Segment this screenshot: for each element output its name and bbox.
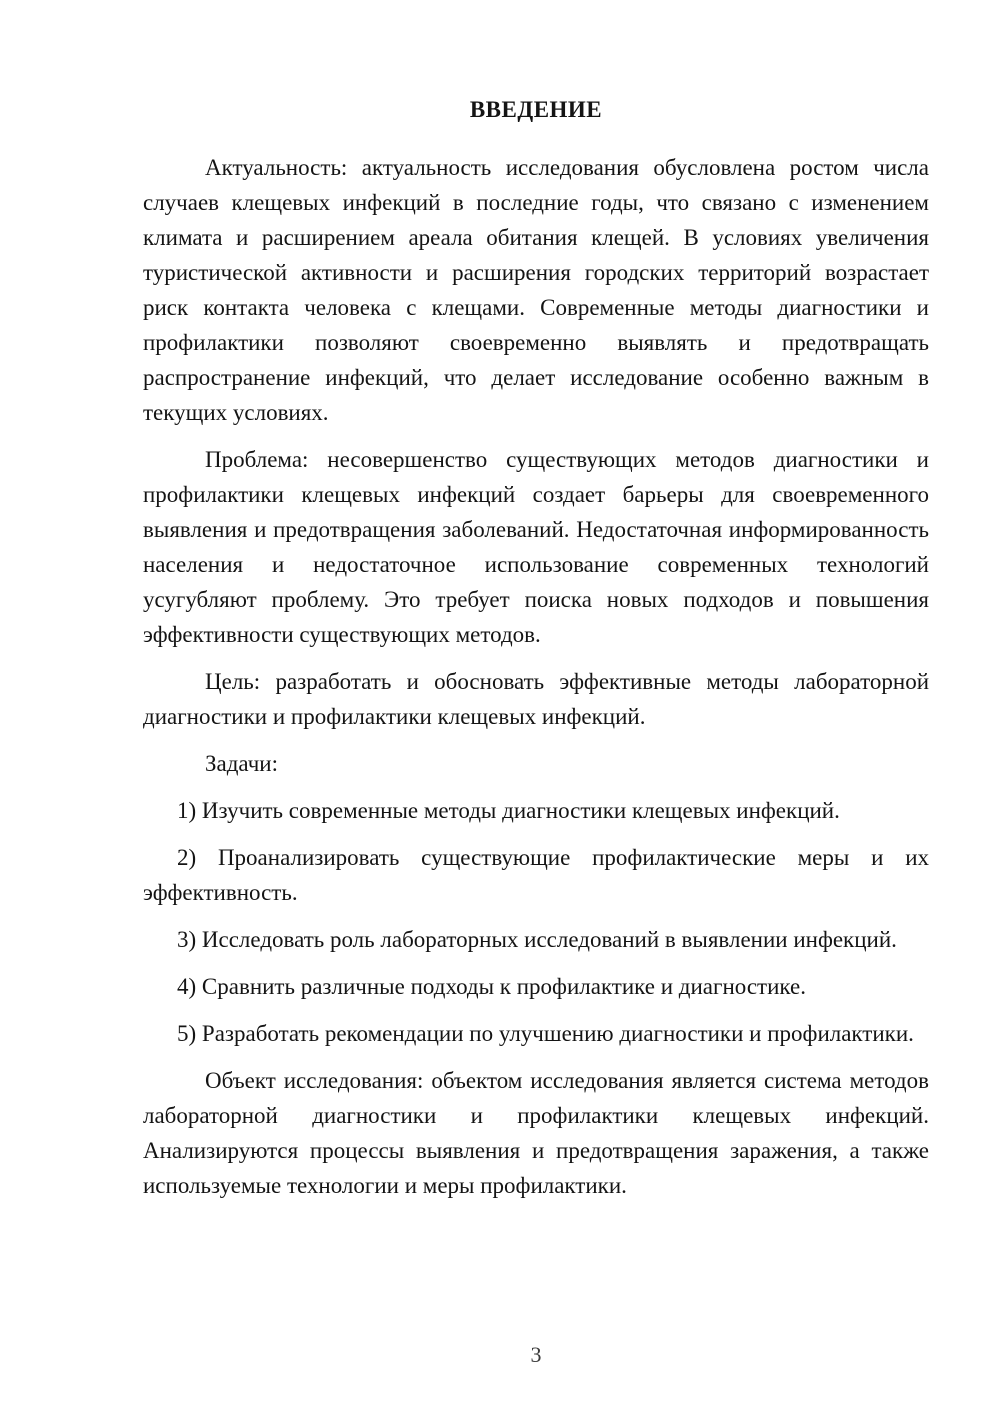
page-number: 3 xyxy=(530,1342,542,1367)
task-item-5: 5) Разработать рекомендации по улучшению диагностики и профилактики. xyxy=(177,1021,914,1046)
paragraph-problem: Проблема: несовершенство существующих методов диагностики и профилактики клещевых инфекций создает барьеры для своевременного выявления и предотвращения заболеваний. Недостаточная информированность населения и недостаточное использование современных технологий усугубляют проблему. Это требует поиска новых подходов и повышения эффективности существующих методов. xyxy=(143,447,929,647)
task-item-3: 3) Исследовать роль лабораторных исследований в выявлении инфекций. xyxy=(177,927,897,952)
task-item-4: 4) Сравнить различные подходы к профилактике и диагностике. xyxy=(177,974,806,999)
tasks-heading: Задачи: xyxy=(205,751,278,776)
paragraph-goal: Цель: разработать и обосновать эффективные методы лабораторной диагностики и профилактики клещевых инфекций. xyxy=(143,669,929,729)
paragraph-research-object: Объект исследования: объектом исследования является система методов лабораторной диагностики и профилактики клещевых инфекций. Анализируются процессы выявления и предотвращения заражения, а также используемые технологии и меры профилактики. xyxy=(143,1068,929,1198)
task-item-2: 2) Проанализировать существующие профилактические меры и их эффективность. xyxy=(143,845,929,905)
task-item-1: 1) Изучить современные методы диагностики клещевых инфекций. xyxy=(177,798,840,823)
paragraph-relevance: Актуальность: актуальность исследования обусловлена ростом числа случаев клещевых инфекций в последние годы, что связано с изменением климата и расширением ареала обитания клещей. В условиях увеличения туристической активности и расширения городских территорий возрастает риск контакта человека с клещами. Современные методы диагностики и профилактики позволяют своевременно выявлять и предотвращать распространение инфекций, что делает исследование особенно важным в текущих условиях. xyxy=(143,155,929,425)
page-title: ВВЕДЕНИЕ xyxy=(469,97,603,122)
